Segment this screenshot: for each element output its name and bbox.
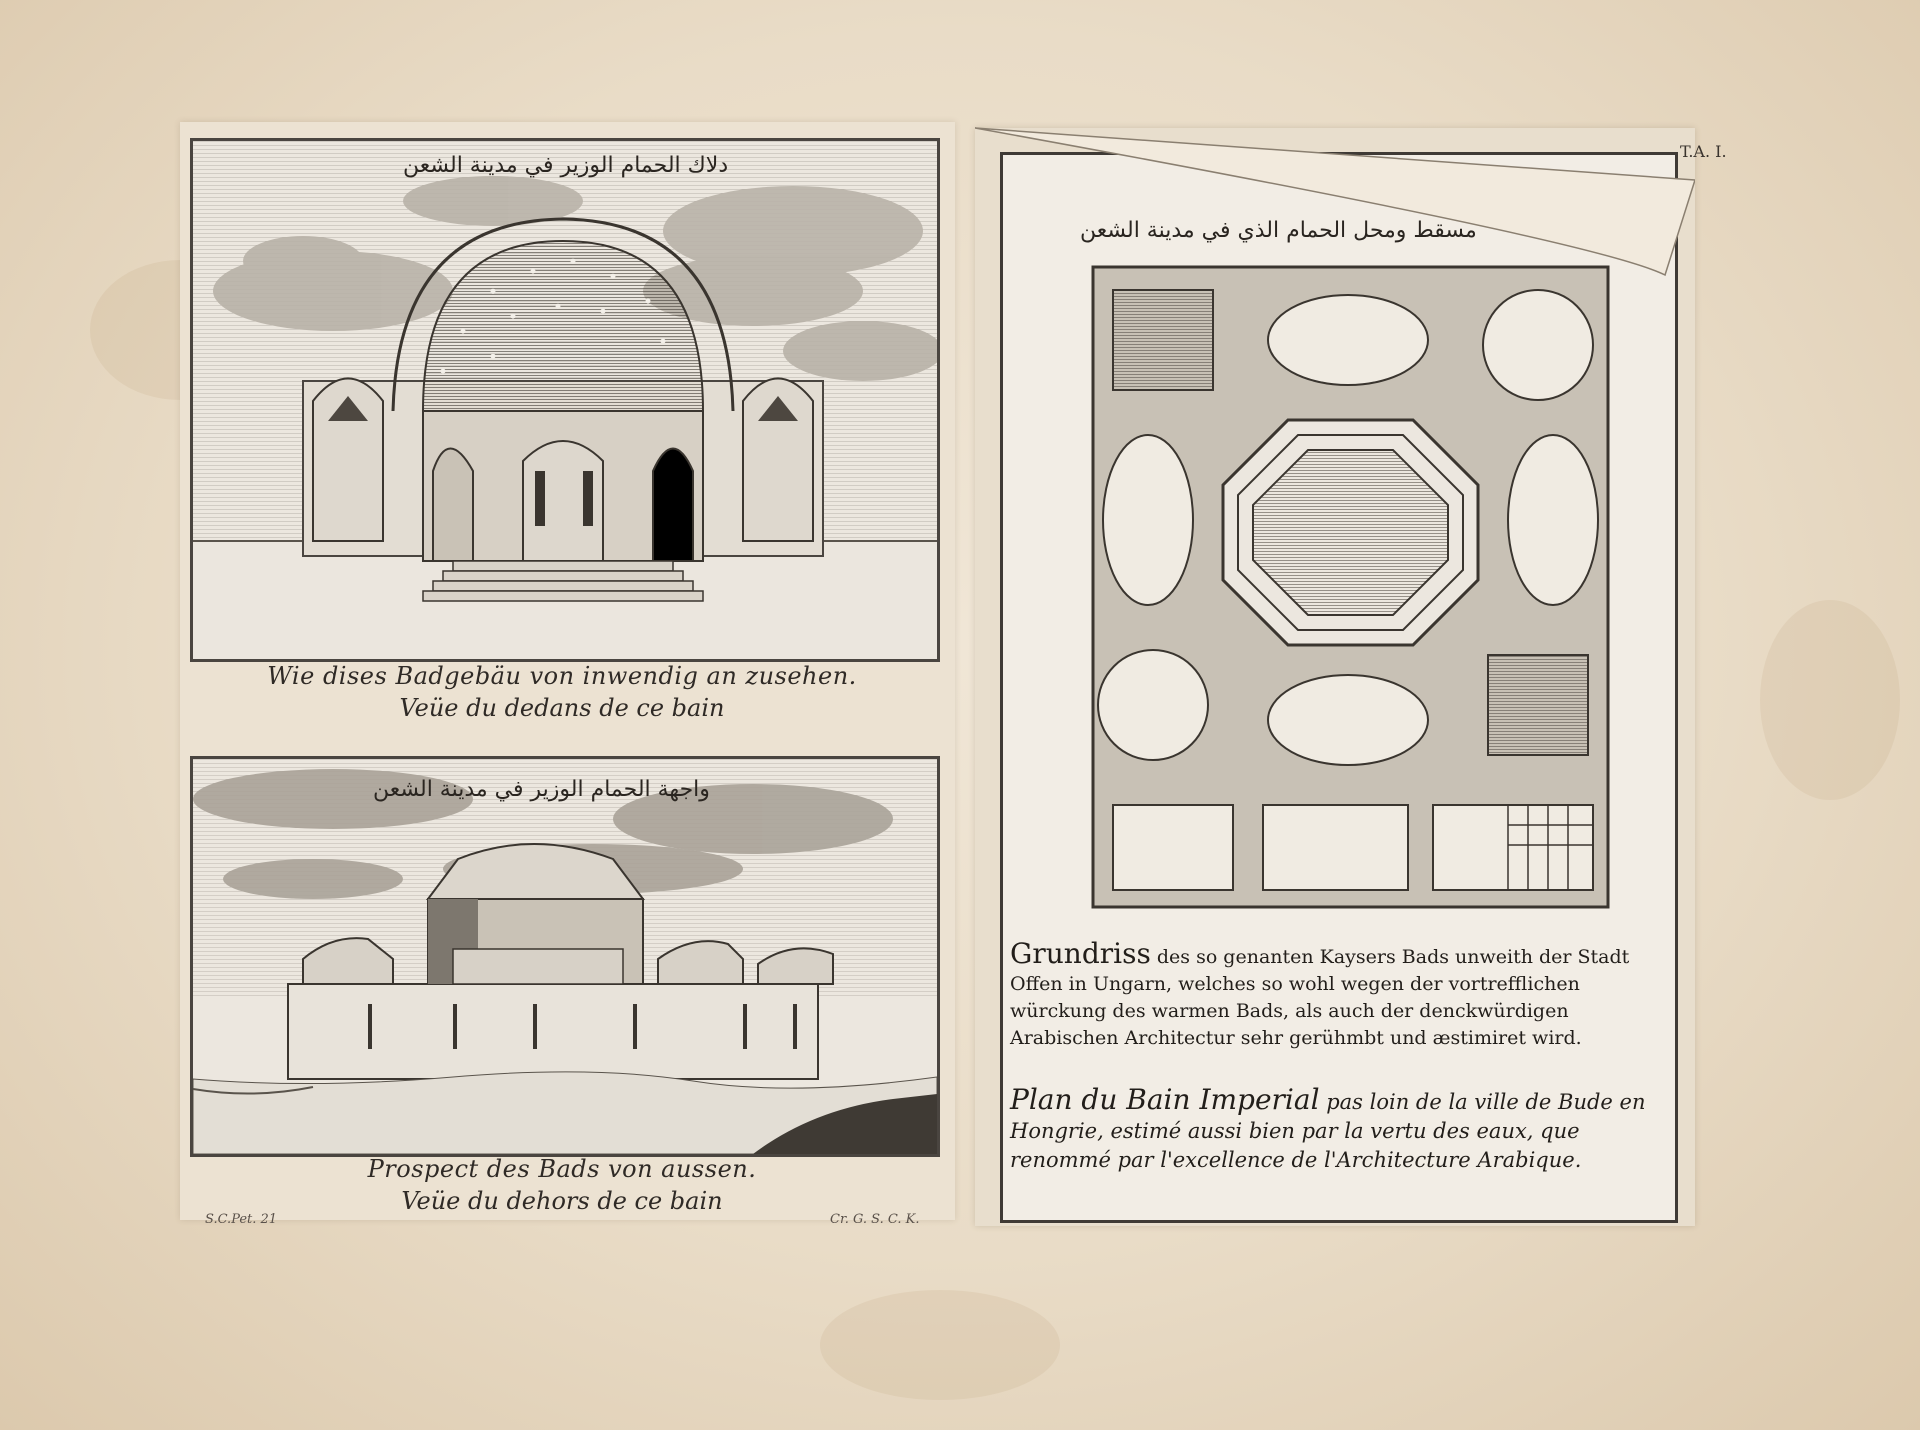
floor-plan-engraving bbox=[1003, 155, 1675, 1220]
interior-caption bbox=[190, 662, 934, 722]
interior-view-plate bbox=[190, 138, 940, 662]
exterior-caption-french: Veüe du dehors de ce bain bbox=[401, 1187, 723, 1215]
plan-title-french-text: pas loin de la ville de Bude en Hongrie, estimé aussi bien par la vertu des eaux, que renommé par l'excellence de l'Architecture Arabique. bbox=[1010, 1090, 1646, 1172]
plan-title-german-text: des so genanten Kaysers Bads unweith der Stadt Offen in Ungarn, welches so wohl wegen der vortrefflichen würckung des warmen Bads, als auch der denckwürdigen Arabischen Architectur sehr gerühmbt und æstimiret wird. bbox=[1010, 946, 1630, 1049]
plan-title-french-lead: Plan du Bain Imperial bbox=[1010, 1083, 1320, 1116]
floor-plan-plate bbox=[1000, 152, 1678, 1223]
plan-title-german-lead: Grundriss bbox=[1010, 937, 1151, 970]
folded-corner bbox=[975, 120, 1695, 280]
paper-stain bbox=[1760, 600, 1900, 800]
plate-number: T.A. I. bbox=[1680, 142, 1727, 161]
interior-view-engraving bbox=[193, 141, 937, 659]
exterior-view-plate bbox=[190, 756, 940, 1157]
plan-title-german bbox=[1010, 937, 1670, 1052]
interior-caption-french: Veüe du dedans de ce bain bbox=[399, 694, 725, 722]
paper-stain bbox=[820, 1290, 1060, 1400]
interior-arabic-title: دلاك الحمام الوزير في مدينة الشعن bbox=[403, 153, 729, 178]
interior-caption-german: Wie dises Badgebäu von inwendig an zusehen. bbox=[267, 662, 857, 690]
exterior-caption bbox=[190, 1155, 934, 1215]
plan-arabic-title: مسقط ومحل الحمام الذي في مدينة الشعن bbox=[1080, 218, 1477, 243]
exterior-caption-german: Prospect des Bads von aussen. bbox=[367, 1155, 757, 1183]
engraver-signature-right: Cr. G. S. C. K. bbox=[830, 1212, 920, 1227]
plan-title-french bbox=[1010, 1085, 1670, 1175]
exterior-arabic-title: واجهة الحمام الوزير في مدينة الشعن bbox=[373, 777, 710, 802]
exterior-view-engraving bbox=[193, 759, 937, 1154]
engraver-signature-left: S.C.Pet. 21 bbox=[205, 1212, 278, 1227]
